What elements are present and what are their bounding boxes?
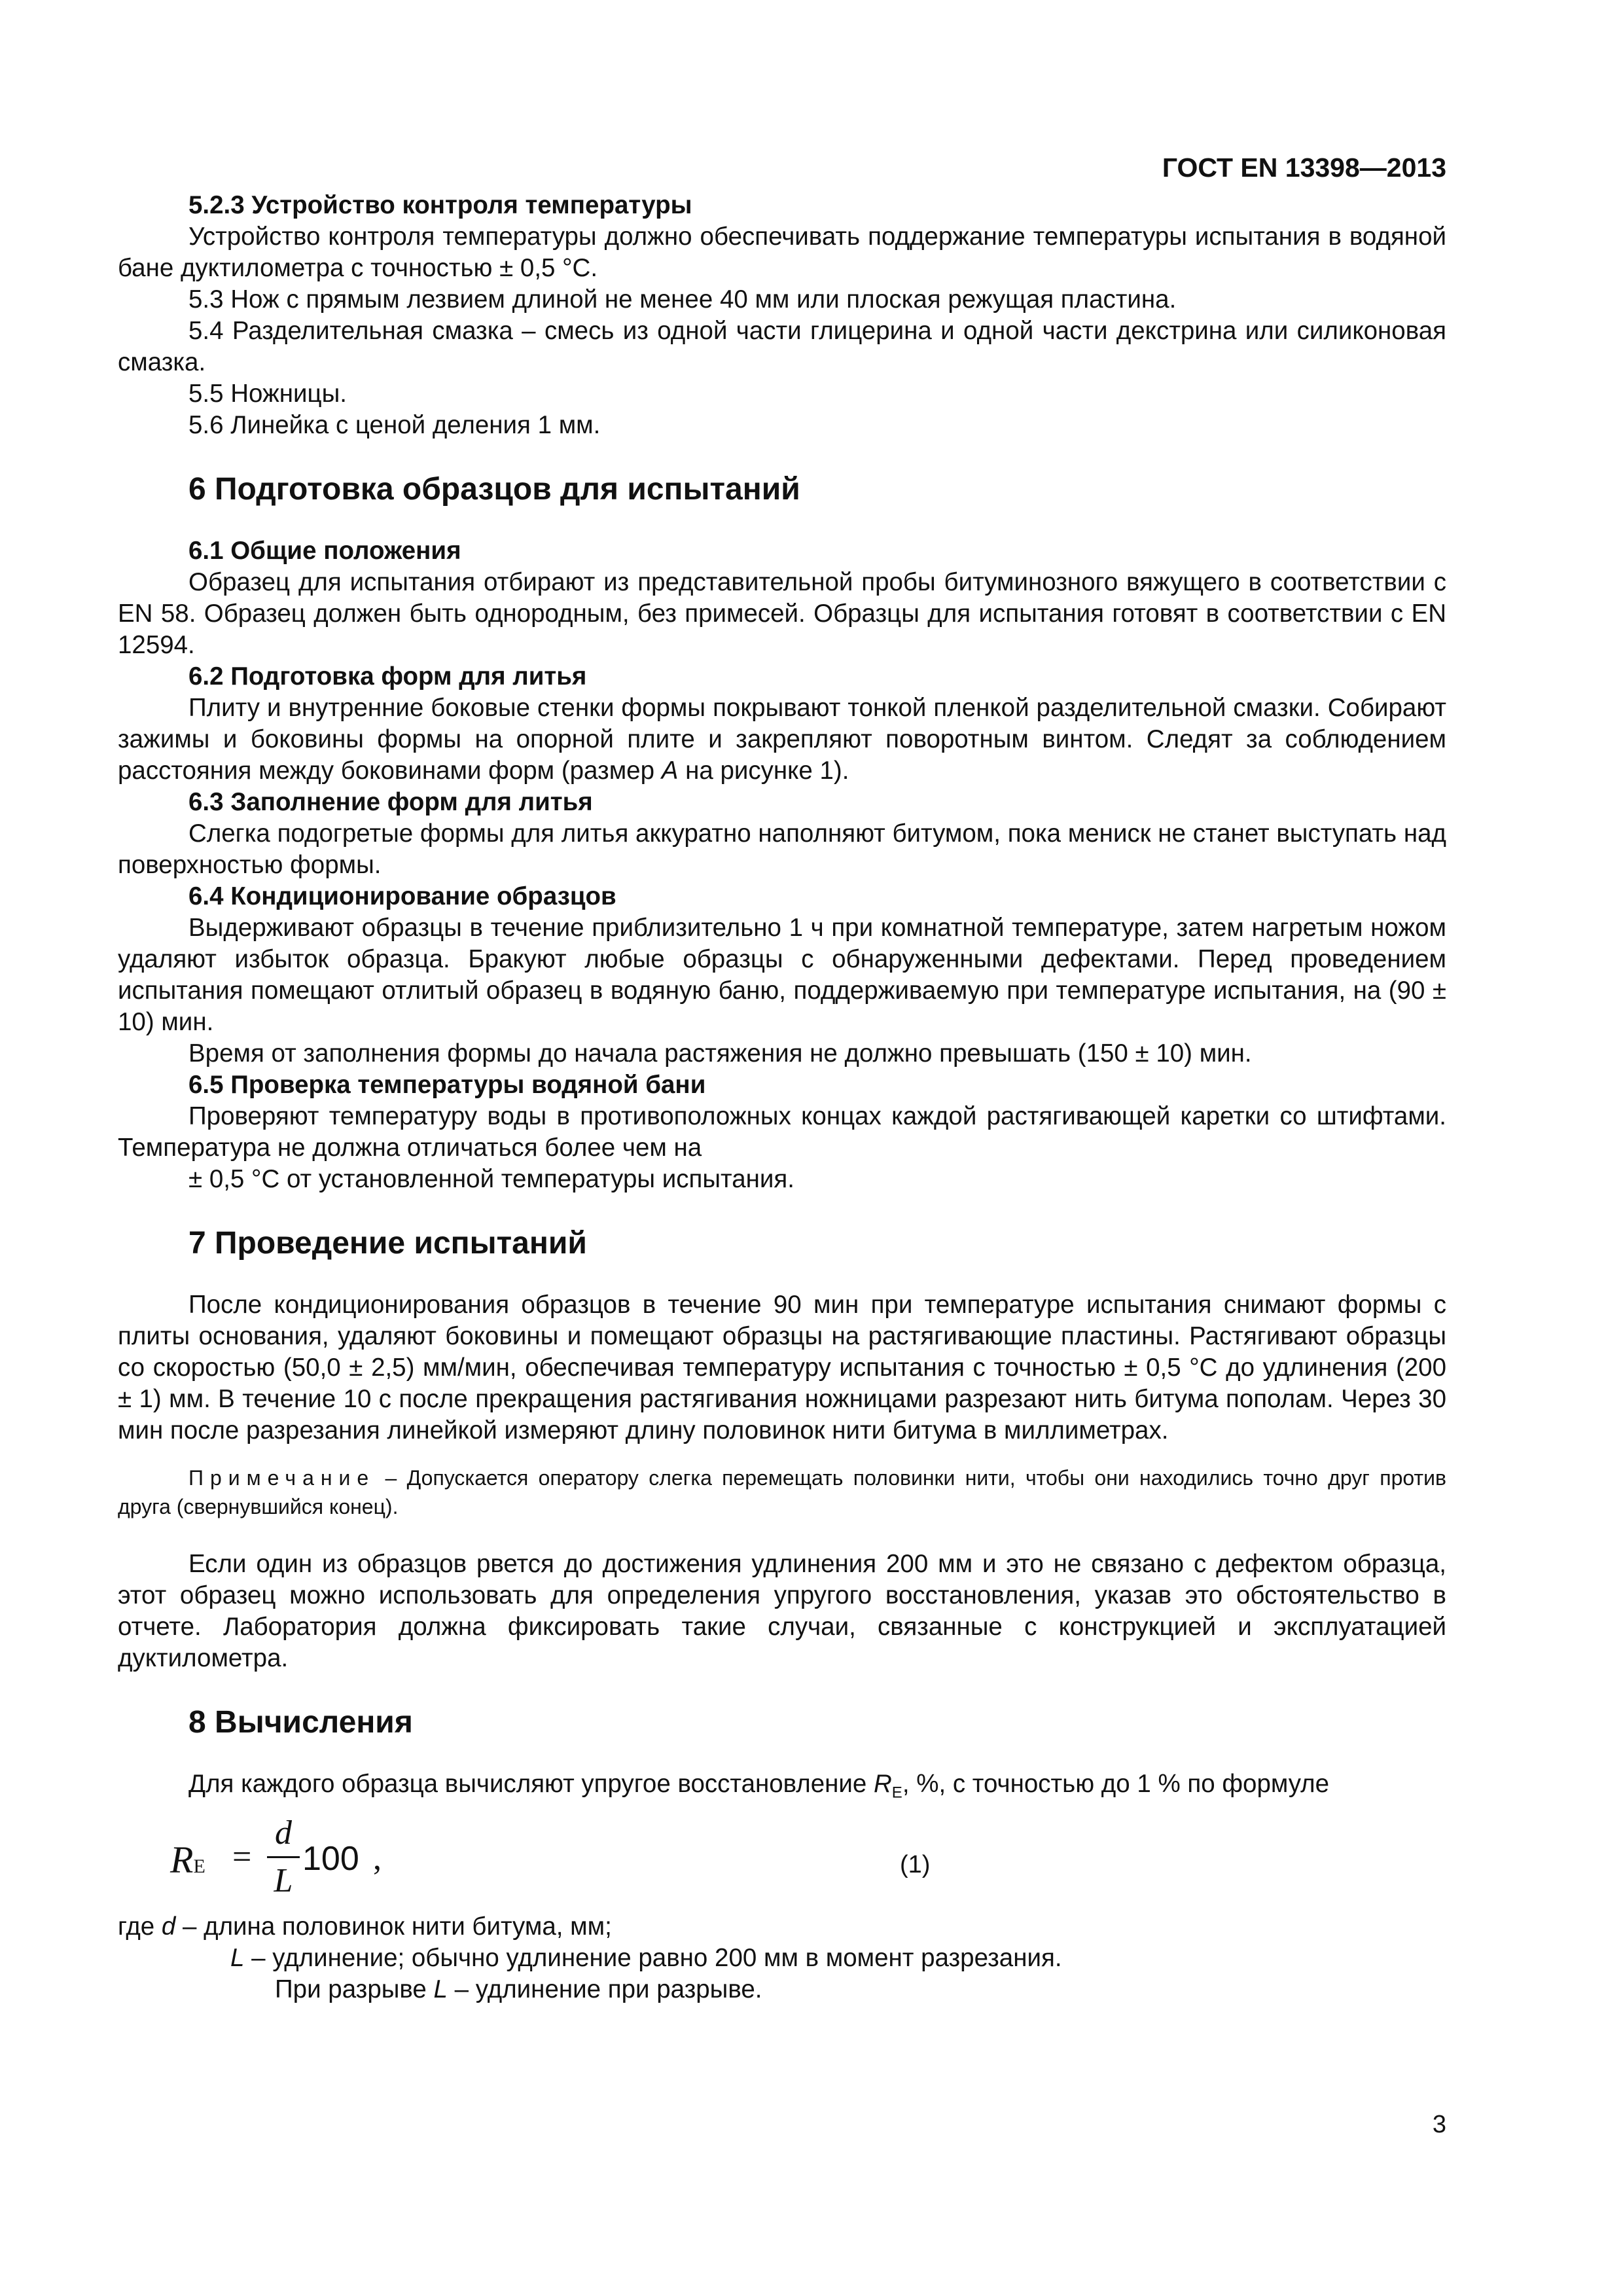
formula-number: (1) bbox=[900, 1850, 931, 1878]
paragraph: Выдерживают образцы в течение приблизительно 1 ч при комнатной температуре, затем нагретым ножом удаляют избыток образца. Бракуют любые образцы с обнаруженными дефектами. Перед проведением испытания помещают отлитый образец в водяную баню, поддерживаемую при температуре испытания, на (90 ± 10) мин. bbox=[118, 914, 1446, 1036]
subsection-title-5-2-3: 5.2.3 Устройство контроля температуры bbox=[188, 191, 692, 219]
subsection-title-6-5: 6.5 Проверка температуры водяной бани bbox=[188, 1071, 706, 1099]
formula-equals: = bbox=[232, 1838, 252, 1876]
paragraph: Для каждого образца вычисляют упругое восстановление $R_E$, %, с точностью до 1 % по формуле bbox=[188, 1770, 1330, 1802]
paragraph: Время от заполнения формы до начала растяжения не должно превышать (150 ± 10) мин. bbox=[188, 1039, 1252, 1067]
section-title-7: 7 Проведение испытаний bbox=[188, 1226, 587, 1261]
subsection-title-6-4: 6.4 Кондиционирование образцов bbox=[188, 882, 616, 910]
paragraph: 5.3 Нож с прямым лезвием длиной не менее 40 мм или плоская режущая пластина. bbox=[188, 285, 1177, 314]
formula-fraction: d L bbox=[267, 1813, 300, 1901]
paragraph: 5.5 Ножницы. bbox=[188, 380, 347, 408]
page-body bbox=[118, 151, 1446, 2005]
subsection-title-6-2: 6.2 Подготовка форм для литья bbox=[188, 662, 587, 691]
paragraph: Плиту и внутренние боковые стенки формы покрывают тонкой пленкой разделительной смазки. Собирают зажимы и боковины формы на опорной плите и закрепляют поворотным винтом. Следят за соблюдением расстояния между боковинами форм (размер А на рисунке 1). bbox=[118, 694, 1446, 785]
where-line-d: где d – длина половинок нити битума, мм; bbox=[118, 1912, 612, 1941]
section-title-6: 6 Подготовка образцов для испытаний bbox=[188, 472, 800, 507]
section-title-8: 8 Вычисления bbox=[188, 1705, 413, 1740]
note-label: Примечание bbox=[188, 1466, 376, 1490]
paragraph: 5.4 Разделительная смазка – смесь из одной части глицерина и одной части декстрина или силиконовая смазка. bbox=[118, 317, 1446, 376]
subsection-title-6-3: 6.3 Заполнение форм для литья bbox=[188, 788, 593, 816]
paragraph: Проверяют температуру воды в противоположных концах каждой растягивающей каретки со штифтами. Температура не должна отличаться более чем на bbox=[118, 1102, 1446, 1162]
formula-comma: , bbox=[373, 1839, 382, 1877]
paragraph: После кондиционирования образцов в течение 90 мин при температуре испытания снимают формы с плиты основания, удаляют боковины и помещают образцы на растягивающие пластины. Растягивают образцы со скоростью (50,0 ± 2,5) мм/мин, обеспечивая температуру испытания с точностью ± 0,5 °С до удлинения (200 ± 1) мм. В течение 10 с после прекращения растягивания ножницами разрезают нить битума пополам. Через 30 мин после разрезания линейкой измеряют длину половинок нити битума в миллиметрах. bbox=[118, 1291, 1446, 1444]
page-number: 3 bbox=[1432, 2111, 1446, 2138]
paragraph: Слегка подогретые формы для литья аккуратно наполняют битумом, пока мениск не станет выступать над поверхностью формы. bbox=[118, 819, 1446, 879]
paragraph: 5.6 Линейка с ценой деления 1 мм. bbox=[188, 411, 601, 439]
where-line-break: При разрыве L – удлинение при разрыве. bbox=[275, 1975, 762, 2003]
note: Примечание – Допускается оператору слегка перемещать половинки нити, чтобы они находились точно друг против друга (свернувшийся конец). bbox=[118, 1466, 1446, 1518]
paragraph: Образец для испытания отбирают из представительной пробы битуминозного вяжущего в соответствии с EN 58. Образец должен быть однородным, без примесей. Образцы для испытания готовят в соответствии с EN 12594. bbox=[118, 568, 1446, 659]
formula-1 bbox=[118, 1813, 1446, 1911]
where-line-l: L – удлинение; обычно удлинение равно 200 мм в момент разрезания. bbox=[230, 1943, 1062, 1972]
document-header: ГОСТ EN 13398—2013 bbox=[1162, 152, 1446, 183]
paragraph: Устройство контроля температуры должно обеспечивать поддержание температуры испытания в водяной бане дуктилометра с точностью ± 0,5 °С. bbox=[118, 223, 1446, 282]
formula-lhs: RE bbox=[170, 1838, 205, 1881]
subsection-title-6-1: 6.1 Общие положения bbox=[188, 537, 461, 565]
formula-factor: 100 bbox=[302, 1839, 359, 1878]
paragraph: Если один из образцов рвется до достижения удлинения 200 мм и это не связано с дефектом образца, этот образец можно использовать для определения упругого восстановления, указав это обстоятельство в отчете. Лаборатория должна фиксировать такие случаи, связанные с конструкцией и эксплуатацией дуктилометра. bbox=[118, 1550, 1446, 1672]
paragraph: ± 0,5 °С от установленной температуры испытания. bbox=[188, 1165, 794, 1193]
